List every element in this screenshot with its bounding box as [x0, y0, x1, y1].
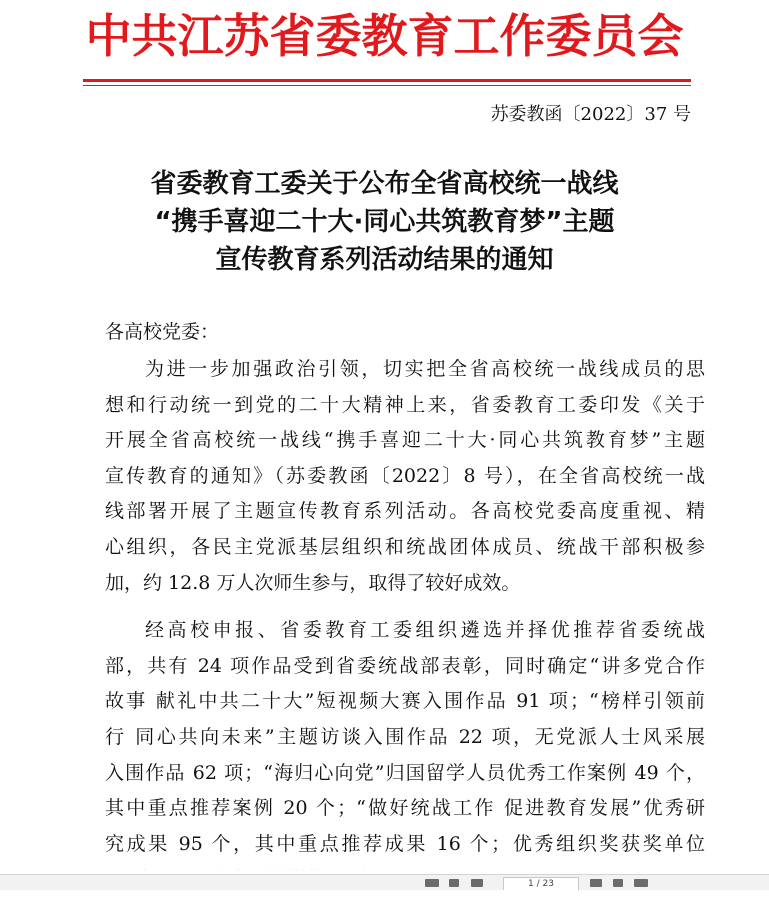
paragraph-1-line: 宣传教育的通知》（苏委教函〔2022〕8 号），在全省高校统一战: [105, 464, 705, 487]
zoom-in-icon[interactable]: [634, 879, 648, 887]
page-number-input[interactable]: 1 / 23: [503, 877, 579, 890]
paragraph-2-line: 行 同心共向未来”主题访谈入围作品 22 项，无党派人士风采展: [105, 725, 705, 748]
paragraph-1-line: 想和行动统一到党的二十大精神上来，省委教育工委印发《关于: [105, 393, 705, 416]
paragraph-1-line: 加，约 12.8 万人次师生参与，取得了较好成效。: [105, 571, 521, 594]
paragraph-2-line: 究成果 95 个，其中重点推荐成果 16 个；优秀组织奖获奖单位: [105, 832, 705, 855]
viewer-toolbar: [0, 874, 769, 890]
document-number: 苏委教函〔2022〕37 号: [490, 104, 691, 125]
paragraph-2-line: 入围作品 62 项；“海归心向党”归国留学人员优秀工作案例 49 个，: [105, 761, 705, 784]
zoom-out-icon[interactable]: [425, 879, 439, 887]
title-line: 省委教育工委关于公布全省高校统一战线: [150, 169, 619, 199]
paragraph-2-line: 故事 献礼中共二十大”短视频大赛入围作品 91 项；“榜样引领前: [105, 690, 705, 713]
paragraph-gap: [105, 601, 705, 613]
document-title: [0, 165, 769, 279]
letterhead-title: 中共江苏省委教育工作委员会: [85, 9, 684, 63]
salutation: 各高校党委：: [105, 321, 220, 343]
paragraph-1-line: 心组织，各民主党派基层组织和统战团体成员、统战干部积极参: [105, 535, 705, 558]
body-text: [105, 352, 705, 898]
title-line: 宣传教育系列活动结果的通知: [215, 245, 554, 275]
paragraph-1-line: 为进一步加强政治引领，切实把全省高校统一战线成员的思: [145, 358, 705, 380]
next-page-icon[interactable]: [590, 879, 602, 887]
letterhead-red-rule-thin: [83, 85, 691, 86]
first-page-icon[interactable]: [471, 879, 483, 887]
page-fold-mask: [0, 862, 769, 874]
paragraph-2-line: 经高校申报、省委教育工委组织遴选并择优推荐省委统战: [145, 619, 705, 642]
paragraph-1-line: 开展全省高校统一战线“携手喜迎二十大·同心共筑教育梦”主题: [105, 429, 705, 452]
last-page-icon[interactable]: [613, 879, 623, 887]
prev-page-icon[interactable]: [449, 879, 459, 887]
letterhead-red-rule: [83, 79, 691, 82]
paragraph-2-line: 其中重点推荐案例 20 个；“做好统战工作 促进教育发展”优秀研: [105, 797, 705, 820]
title-line: “携手喜迎二十大·同心共筑教育梦”主题: [154, 207, 615, 237]
paragraph-2-line: 部，共有 24 项作品受到省委统战部表彰，同时确定“讲多党合作: [105, 654, 705, 677]
paragraph-1-line: 线部署开展了主题宣传教育系列活动。各高校党委高度重视、精: [105, 500, 705, 523]
